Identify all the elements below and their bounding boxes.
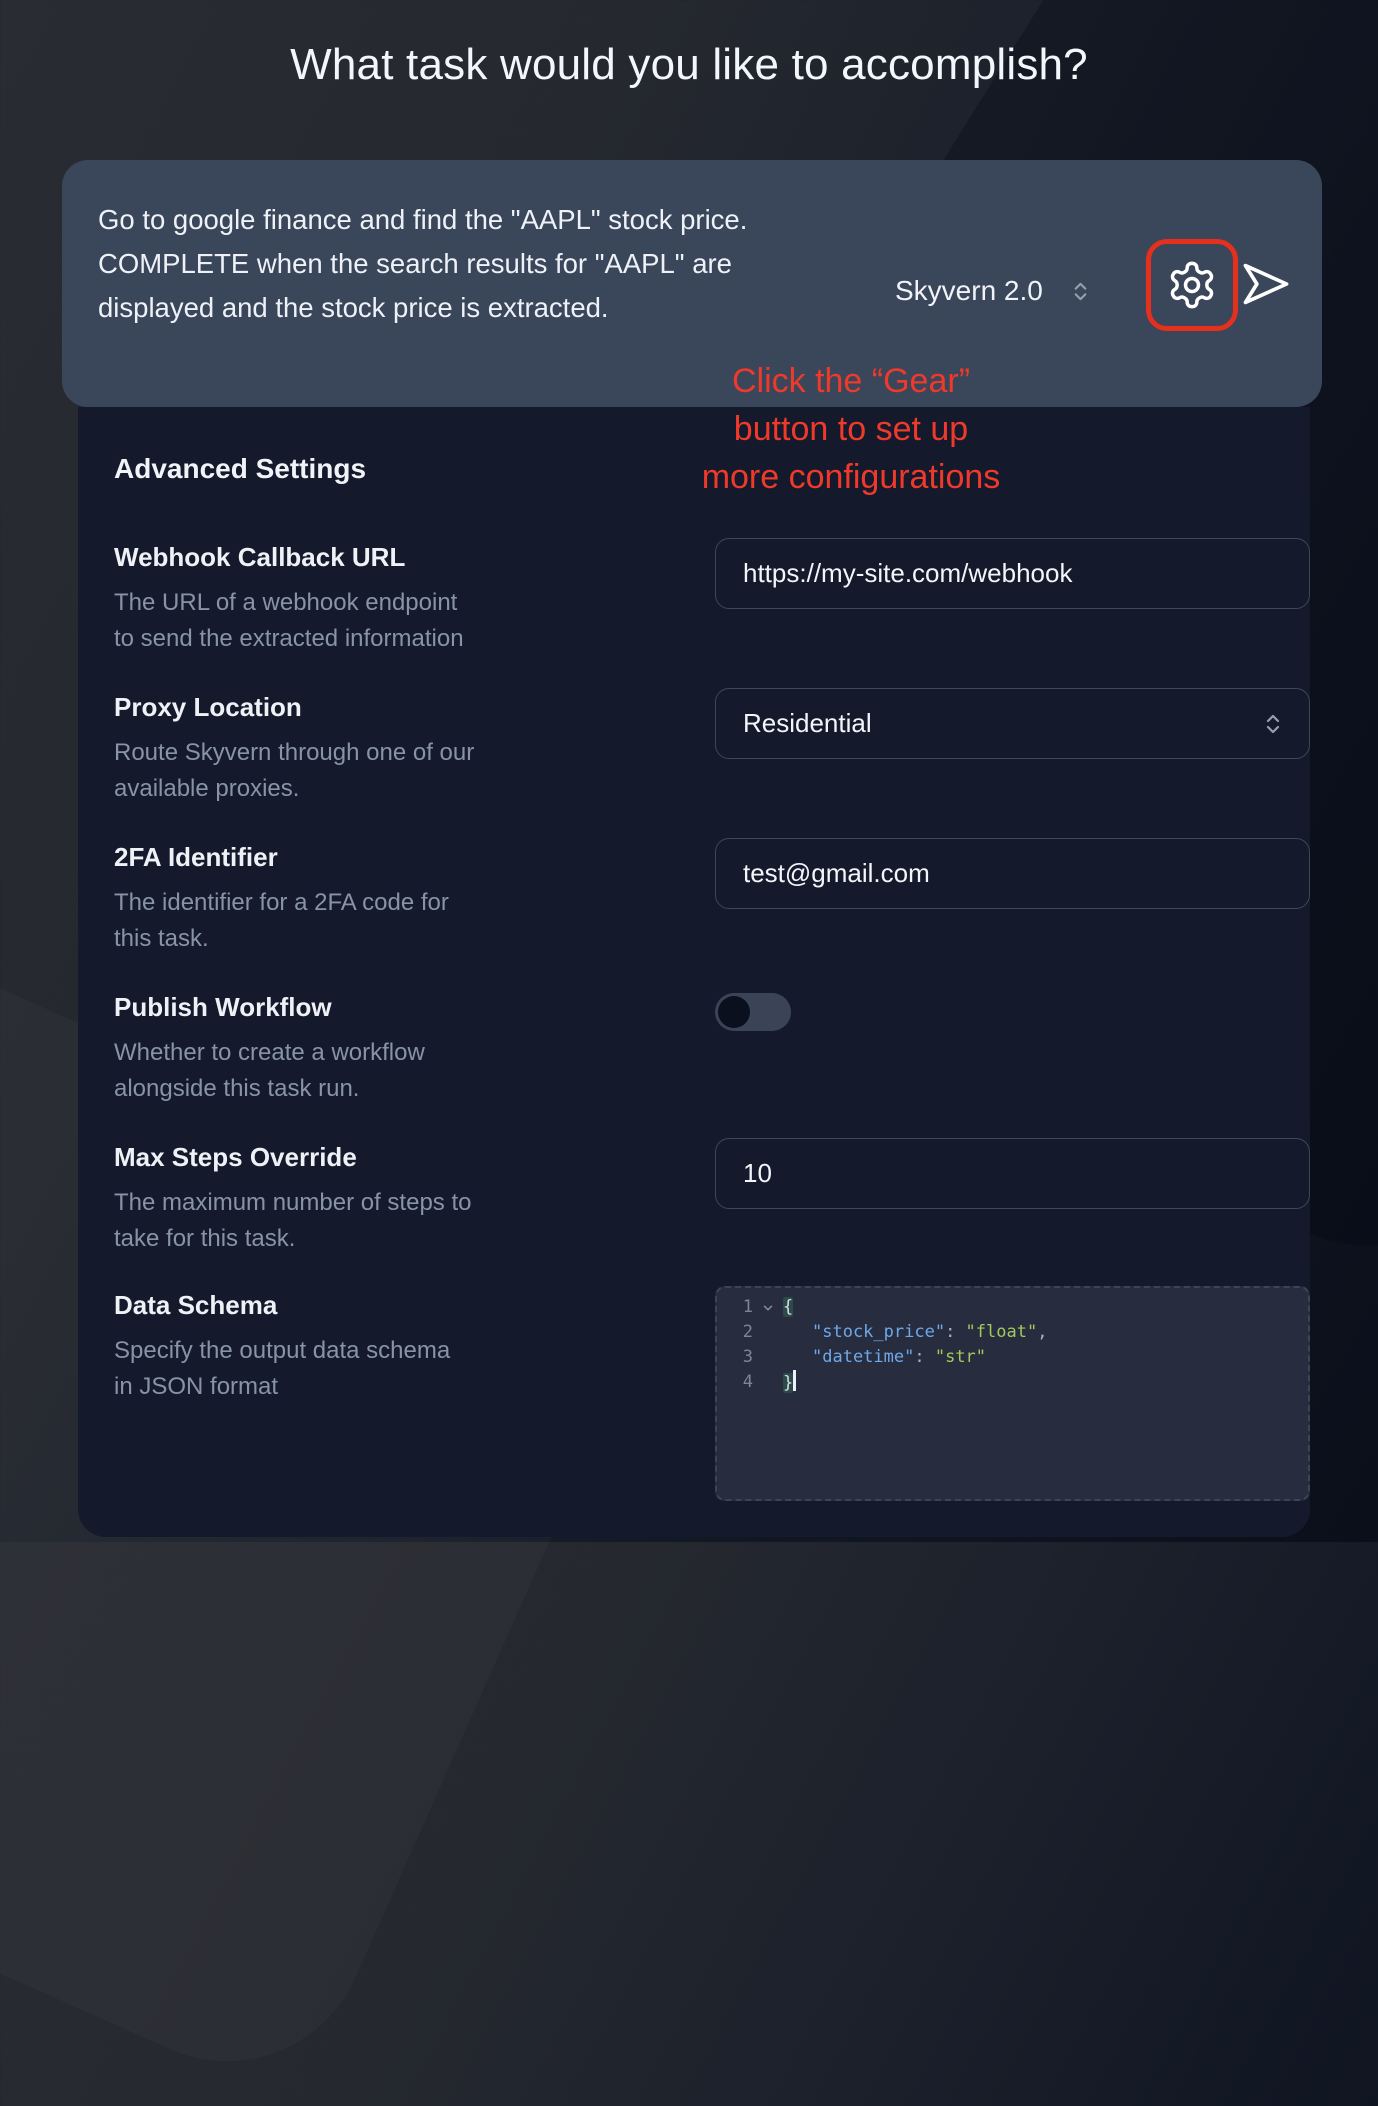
advanced-settings-panel [78,407,1310,1537]
annotation-line: more configurations [701,458,1001,496]
proxy-location-description: Route Skyvern through one of our available proxies. [114,739,475,802]
settings-gear-button[interactable] [1146,239,1238,331]
field-row-data-schema [114,1286,1274,1405]
fold-spacer [753,1370,783,1395]
data-schema-editor[interactable] [715,1286,1310,1501]
code-content: "datetime": "str" [812,1347,987,1367]
twofa-identifier-description: The identifier for a 2FA code for this task. [114,889,449,952]
field-row-publish-workflow [114,988,1274,1107]
annotation-line: button to set up [733,410,969,448]
proxy-location-label: Proxy Location [114,692,302,722]
engine-select[interactable] [895,264,1092,318]
page-title: What task would you like to accomplish? [290,40,1088,89]
publish-workflow-description: Whether to create a workflow alongside this task run. [114,1039,425,1102]
max-steps-input[interactable] [715,1138,1310,1209]
fold-spacer [753,1320,783,1345]
webhook-url-description: The URL of a webhook endpoint to send the extracted information [114,589,464,652]
proxy-location-value: Residential [743,708,872,738]
webhook-url-input[interactable] [715,538,1310,609]
code-line [717,1345,1308,1370]
webhook-url-label: Webhook Callback URL [114,542,406,572]
chevrons-up-down-icon [1261,712,1285,736]
proxy-location-select[interactable] [715,688,1310,759]
text-cursor [793,1370,796,1391]
field-row-proxy [114,688,1274,807]
code-line [717,1370,1308,1395]
annotation-line: Click the “Gear” [731,362,971,400]
data-schema-editor-lines [717,1295,1308,1395]
field-row-max-steps [114,1138,1274,1257]
toggle-knob [718,996,750,1028]
fold-spacer [753,1345,783,1370]
twofa-identifier-label: 2FA Identifier [114,842,278,872]
line-number: 4 [742,1372,753,1392]
advanced-settings-heading: Advanced Settings [114,453,367,484]
code-content: } [783,1370,796,1395]
publish-workflow-toggle[interactable] [715,993,791,1031]
max-steps-label: Max Steps Override [114,1142,357,1172]
field-row-webhook [114,538,1274,657]
send-button[interactable] [1234,252,1298,316]
chevrons-up-down-icon [1069,280,1092,303]
twofa-identifier-input[interactable] [715,838,1310,909]
task-prompt-input[interactable]: Go to google finance and find the "AAPL" stock price. COMPLETE when the search results for "AAPL" are displayed and the stock price is extracted. [98,204,748,323]
gear-icon [1166,259,1218,311]
send-icon [1236,258,1296,310]
code-line [717,1295,1308,1320]
line-number: 2 [742,1322,753,1342]
line-number: 1 [742,1297,753,1317]
code-content: { [783,1297,794,1317]
gear-annotation-text [531,357,1171,501]
engine-select-value: Skyvern 2.0 [895,275,1043,306]
line-number: 3 [742,1347,753,1367]
max-steps-description: The maximum number of steps to take for this task. [114,1189,472,1252]
fold-chevron-icon[interactable] [753,1295,783,1320]
field-row-2fa [114,838,1274,957]
code-content: "stock_price": "float", [812,1322,1048,1342]
data-schema-label: Data Schema [114,1290,278,1320]
publish-workflow-label: Publish Workflow [114,992,332,1022]
code-line [717,1320,1308,1345]
data-schema-description: Specify the output data schema in JSON format [114,1337,451,1400]
